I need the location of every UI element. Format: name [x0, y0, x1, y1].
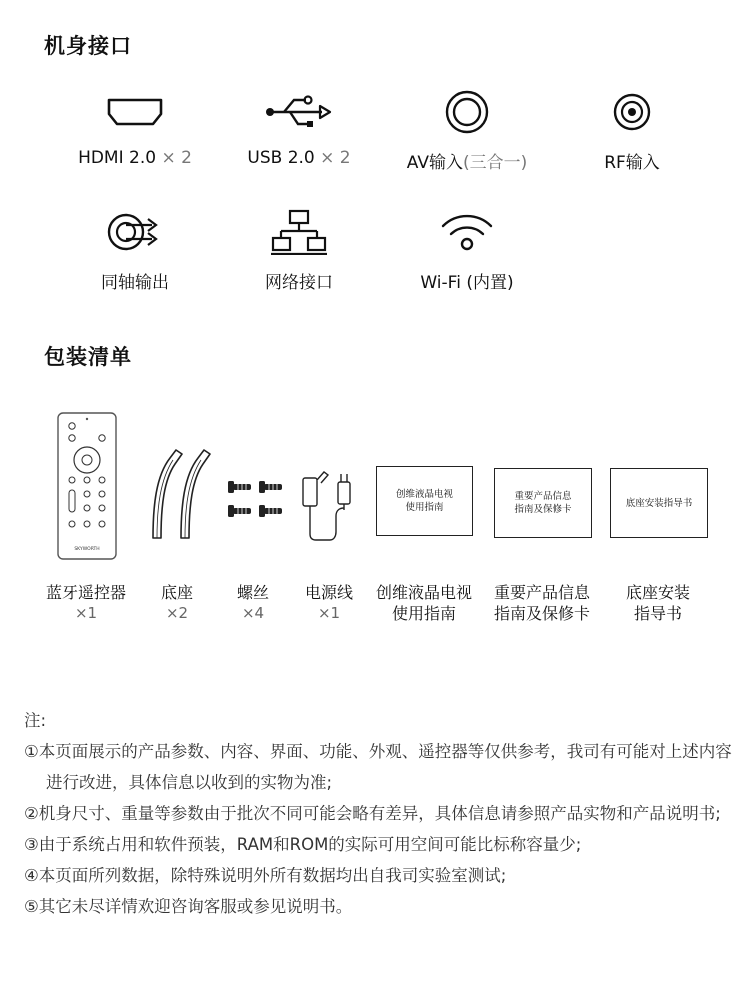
port-usb: [214, 88, 384, 168]
hdmi-icon: [50, 88, 220, 136]
network-port-icon: [214, 208, 384, 256]
ports-section-title: 机身接口: [44, 34, 132, 58]
port-av: [382, 88, 552, 173]
power-cord-icon: [300, 464, 358, 548]
package-item-install-guide: [608, 582, 708, 624]
port-label: AV输入: [406, 153, 463, 173]
manual-icon: 创维液晶电视 使用指南: [376, 466, 473, 536]
package-item-screws: [218, 582, 288, 624]
port-rf: [547, 88, 717, 173]
port-count: × 2: [320, 148, 351, 168]
warranty-card-icon: 重要产品信息 指南及保修卡: [494, 468, 592, 538]
package-item-remote: [33, 582, 139, 624]
port-hdmi: [50, 88, 220, 168]
remote-brand-logo: SKYWORTH: [74, 547, 100, 552]
notes-heading: 注:: [24, 711, 47, 730]
screw-icon: [228, 478, 286, 524]
item-name: 蓝牙遥控器: [45, 583, 126, 602]
port-label: USB 2.0: [247, 148, 315, 168]
notes-block: [24, 705, 734, 922]
item-name: 重要产品信息 指南及保修卡: [493, 583, 590, 623]
package-item-manual: [370, 582, 478, 624]
item-name: 底座安装 指导书: [625, 583, 690, 623]
note-item: ①本页面展示的产品参数、内容、界面、功能、外观、遥控器等仅供参考，我司有可能对上述内容进行改进，具体信息以收到的实物为准;: [24, 742, 732, 792]
note-item: ⑤其它未尽详情欢迎咨询客服或参见说明书。: [24, 897, 353, 916]
package-item-power-cord: [294, 582, 364, 624]
note-item: ②机身尺寸、重量等参数由于批次不同可能会略有差异，具体信息请参照产品实物和产品说明书;: [24, 804, 721, 823]
item-qty: ×4: [241, 604, 265, 622]
item-name: 创维液晶电视 使用指南: [375, 583, 472, 623]
note-item: ④本页面所列数据，除特殊说明外所有数据均出自我司实验室测试;: [24, 866, 507, 885]
item-name: 螺丝: [236, 583, 269, 602]
item-name: 底座: [160, 583, 193, 602]
port-wifi: [382, 208, 552, 293]
item-qty: ×1: [74, 604, 98, 622]
package-item-stand: [142, 582, 212, 624]
stand-icon: [148, 446, 214, 546]
rf-input-icon: [547, 88, 717, 136]
wifi-icon: [382, 208, 552, 256]
coaxial-output-icon: [50, 208, 220, 256]
item-qty: ×1: [317, 604, 341, 622]
port-label: 同轴输出: [101, 273, 169, 293]
port-note: (三合一): [462, 153, 528, 173]
port-count: × 2: [161, 148, 192, 168]
item-name: 电源线: [304, 583, 353, 602]
install-guide-icon: 底座安装指导书: [610, 468, 708, 538]
package-section-title: 包装清单: [44, 345, 132, 369]
note-item: ③由于系统占用和软件预装，RAM和ROM的实际可用空间可能比标称容量少;: [24, 835, 582, 854]
port-label: 网络接口: [265, 273, 333, 293]
av-input-icon: [382, 88, 552, 136]
remote-control-icon: [57, 412, 117, 564]
port-label: HDMI 2.0: [78, 148, 157, 168]
usb-icon: [214, 88, 384, 136]
port-network: [214, 208, 384, 293]
item-qty: ×2: [165, 604, 189, 622]
port-coaxial: [50, 208, 220, 293]
package-item-warranty: [488, 582, 596, 624]
port-label: RF输入: [604, 153, 660, 173]
port-label: Wi-Fi (内置): [420, 273, 514, 293]
